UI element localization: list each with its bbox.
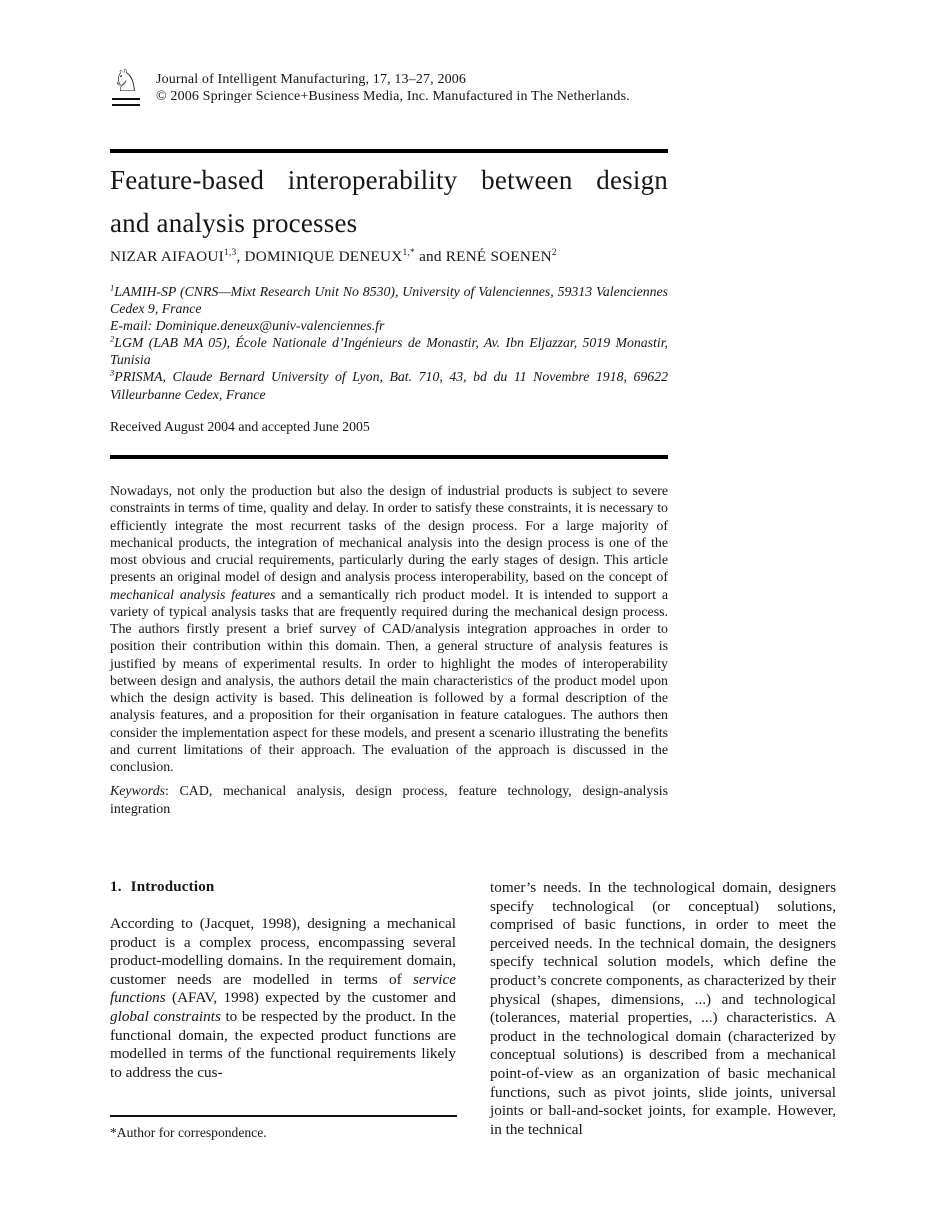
- section-number: 1.: [110, 879, 122, 895]
- received-accepted-line: Received August 2004 and accepted June 2005: [110, 419, 370, 434]
- section-1-heading: [110, 879, 456, 896]
- section-title: Introduction: [130, 879, 215, 895]
- body-columns: [110, 879, 836, 1139]
- affiliation-2: $^2$LGM (LAB MA 05), École Nationale d’Ingénieurs de Monastir, Av. Ibn Eljazzar, 5019 Monastir, Tunisia: [110, 333, 668, 368]
- affiliation-3: $^3$PRISMA, Claude Bernard University of Lyon, Bat. 710, 43, bd du 11 Novembre 1918, 69622 Villeurbanne Cedex, France: [110, 367, 668, 402]
- springer-knight-icon: ♘: [112, 63, 140, 99]
- masthead-text: [156, 64, 630, 105]
- article-title: [110, 159, 668, 245]
- author-line: NIZAR AIFAOUI$^{1,3}$, DOMINIQUE $DENEUX^{1,*}$ and RENÉ SOENEN$^2$: [110, 247, 557, 265]
- intro-paragraph-left: According to (Jacquet, 1998), designing a mechanical product is a complex process, encompassing several product-modelling domains. In the requirement domain, customer needs are modelled in terms of service functions (AFAV, 1998) expected by the customer and global constraints to be respected by the product. In the functional domain, the expected product functions are modelled in terms of the functional requirements likely to address the cus-: [110, 915, 457, 1081]
- affiliations-block: [110, 283, 668, 403]
- abstract-rule: [110, 455, 668, 459]
- title-rule-top: [110, 149, 668, 153]
- left-column: [110, 879, 456, 1139]
- keywords-line: Keywords: CAD, mechanical analysis, design process, feature technology, design-analysis integration: [110, 784, 668, 817]
- footnote-text: *Author for correspondence.: [110, 1125, 267, 1140]
- journal-citation: Journal of Intelligent Manufacturing, 17, 13–27, 2006: [156, 72, 467, 87]
- abstract-block: [110, 483, 668, 818]
- article-title-line-1: Feature-based interoperability between design: [110, 165, 668, 195]
- intro-paragraph-right: tomer’s needs. In the technological domain, designers specify technological (or conceptual) solutions, comprised of basic functions, in order to meet the perceived needs. In the technical domain, the designers specify technical solution models, which define the product’s concrete components, as characterized by their physical (shapes, dimensions, ...) and technological (tolerances, material properties, ...) characteristics. A product in the technological domain (characterized by conceptual solutions) is described from a mechanical point-of-view as an organization of basic mechanical functions, such as pivot joints, slide joints, universal joints or ball-and-socket joints, for example. However, in the technical: [490, 879, 836, 1138]
- journal-masthead: [106, 64, 630, 106]
- article-title-line-2: and analysis processes: [110, 208, 358, 238]
- email-line: E-mail: Dominique.deneux@univ-valenciennes.fr: [110, 318, 385, 334]
- right-column: [490, 879, 836, 1139]
- copyright-line: © 2006 Springer Science+Business Media, Inc. Manufactured in The Netherlands.: [156, 89, 630, 104]
- correspondence-footnote: [110, 1115, 457, 1141]
- abstract-paragraph: Nowadays, not only the production but also the design of industrial products is subject to severe constraints in terms of time, quality and delay. In order to satisfy these constraints, it is necessary to efficiently integrate the most recurrent tasks of the design process. For a large majority of mechanical products, the integration of mechanical analysis into the design process is one of the most obvious and crucial requirements, particularly during the early stages of design. This article presents an original model of design and analysis process interoperability, based on the concept of mechanical analysis features and a semantically rich product model. It is intended to support a variety of typical analysis tasks that are frequently required during the mechanical design process. The authors firstly present a brief survey of CAD/analysis integration approaches in order to position their contribution within this domain. Then, a general structure of analysis features is justified by means of experimental results. In order to highlight the modes of interoperability between design and analysis, the authors detail the main characteristics of the product model upon which the design activity is based. This delineation is followed by a formal description of the analysis features, and a proposition for their organisation in feature catalogues. The authors then consider the implementation aspect for these models, and present a scenario illustrating the benefits and current limitations of their approach. The evaluation of the approach is discussed in the conclusion.: [110, 484, 668, 775]
- logo-base-bars-icon: [112, 98, 140, 106]
- affiliation-1: $^1$LAMIH-SP (CNRS—Mixt Research Unit No 8530), University of Valenciennes, 59313 Valenciennes Cedex 9, France: [110, 282, 668, 317]
- publisher-logo: [106, 64, 146, 106]
- footnote-rule: [110, 1115, 457, 1117]
